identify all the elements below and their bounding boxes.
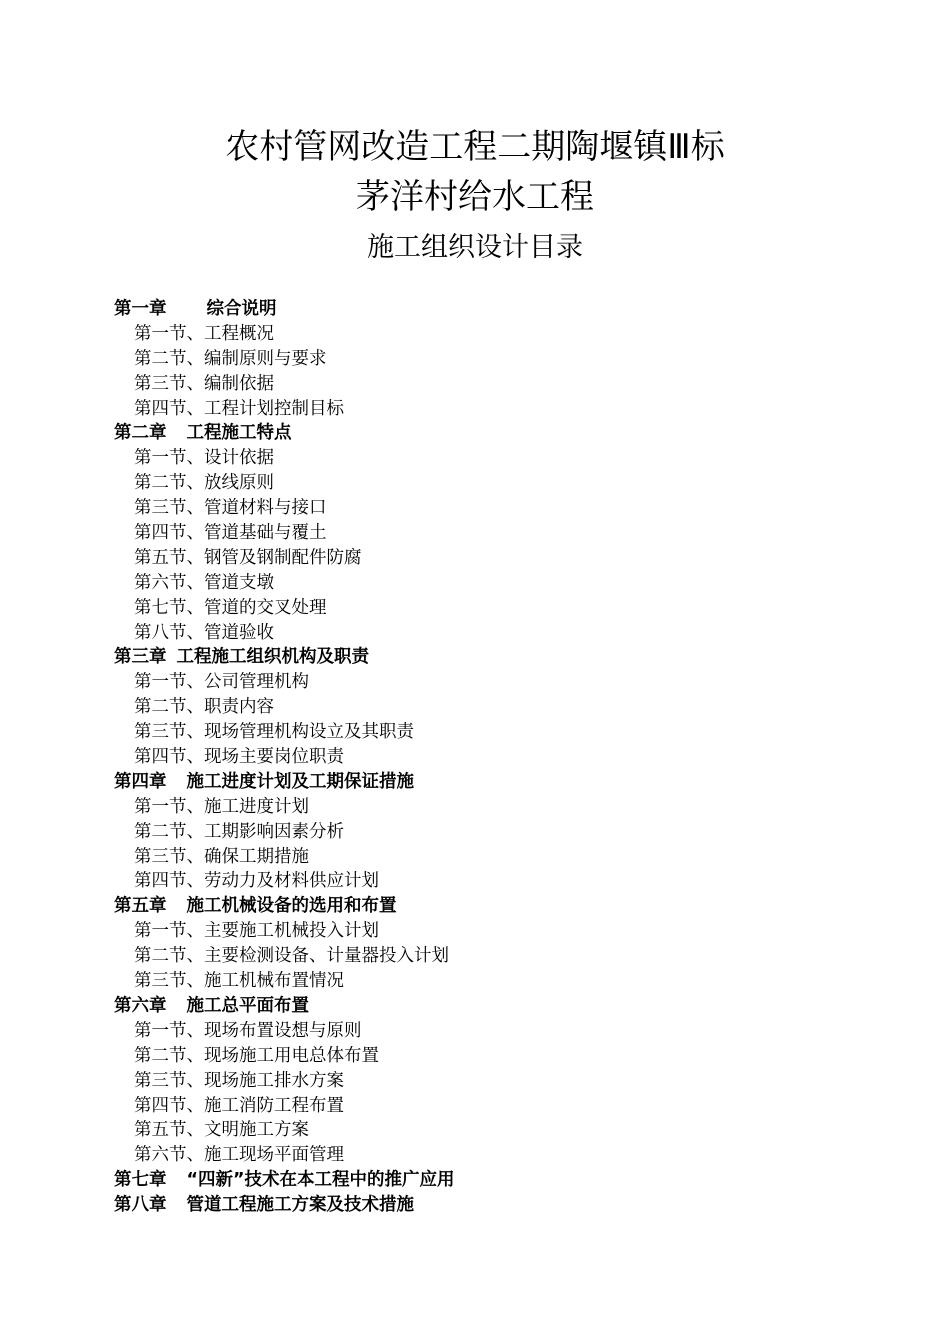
chapter-number: 第二章	[114, 423, 167, 444]
toc-section: 第四节、现场主要岗位职责	[134, 747, 344, 768]
toc-section: 第一节、设计依据	[134, 448, 274, 469]
chapter-number: 第三章	[114, 647, 167, 668]
toc-section: 第一节、现场布置设想与原则	[134, 1020, 362, 1041]
toc-section: 第三节、编制依据	[134, 373, 274, 394]
chapter-title: 管道工程施工方案及技术措施	[186, 1195, 414, 1216]
toc-section: 第二节、职责内容	[134, 697, 274, 718]
toc-section: 第二节、现场施工用电总体布置	[134, 1045, 379, 1066]
toc-section: 第三节、施工机械布置情况	[134, 971, 344, 992]
toc-section: 第六节、施工现场平面管理	[134, 1145, 344, 1166]
toc-section: 第五节、文明施工方案	[134, 1120, 309, 1141]
toc-section: 第三节、现场施工排水方案	[134, 1070, 344, 1091]
toc-section: 第四节、劳动力及材料供应计划	[134, 871, 379, 892]
toc-section: 第四节、管道基础与覆土	[134, 523, 327, 544]
toc-section: 第二节、放线原则	[134, 473, 274, 494]
toc-section: 第二节、主要检测设备、计量器投入计划	[134, 946, 449, 967]
toc-section: 第八节、管道验收	[134, 622, 274, 643]
chapter-number: 第七章	[114, 1170, 167, 1191]
title-block	[0, 122, 950, 268]
chapter-title: 工程施工组织机构及职责	[176, 647, 369, 668]
toc-chapter	[114, 297, 874, 322]
toc-section: 第二节、工期影响因素分析	[134, 821, 344, 842]
toc-section: 第一节、工程概况	[134, 323, 274, 344]
toc-chapter	[114, 421, 874, 446]
chapter-number: 第六章	[114, 995, 167, 1016]
chapter-number: 第一章	[114, 299, 167, 319]
toc-section: 第六节、管道支墩	[134, 572, 274, 593]
chapter-title: 施工总平面布置	[186, 995, 309, 1016]
chapter-title: 综合说明	[206, 299, 277, 319]
chapter-number: 第五章	[114, 896, 167, 917]
toc-chapter	[114, 645, 874, 670]
chapter-title: “四新”技术在本工程中的推广应用	[186, 1170, 455, 1191]
document-title-line-2: 茅洋村给水工程	[356, 177, 594, 217]
toc-section: 第一节、施工进度计划	[134, 796, 309, 817]
toc-section: 第四节、工程计划控制目标	[134, 398, 344, 419]
chapter-number: 第八章	[114, 1195, 167, 1216]
toc-section: 第三节、确保工期措施	[134, 846, 309, 867]
toc-section: 第二节、编制原则与要求	[134, 348, 327, 369]
chapter-title: 施工进度计划及工期保证措施	[186, 771, 414, 792]
toc-section: 第一节、公司管理机构	[134, 672, 309, 693]
table-of-contents	[114, 297, 874, 1218]
toc-chapter	[114, 770, 874, 795]
chapter-title: 施工机械设备的选用和布置	[186, 896, 397, 917]
document-title-line-1: 农村管网改造工程二期陶堰镇Ⅲ标	[225, 127, 725, 167]
toc-section: 第一节、主要施工机械投入计划	[134, 921, 379, 942]
toc-chapter	[114, 1168, 874, 1193]
chapter-title: 工程施工特点	[186, 423, 292, 444]
toc-chapter	[114, 894, 874, 919]
toc-chapter	[114, 1193, 874, 1218]
toc-section: 第七节、管道的交叉处理	[134, 597, 327, 618]
toc-section: 第三节、现场管理机构设立及其职责	[134, 722, 414, 743]
toc-chapter	[114, 994, 874, 1019]
toc-section: 第三节、管道材料与接口	[134, 498, 327, 519]
toc-section: 第五节、钢管及钢制配件防腐	[134, 547, 362, 568]
toc-section: 第四节、施工消防工程布置	[134, 1095, 344, 1116]
chapter-number: 第四章	[114, 771, 167, 792]
document-subtitle: 施工组织设计目录	[367, 232, 583, 263]
